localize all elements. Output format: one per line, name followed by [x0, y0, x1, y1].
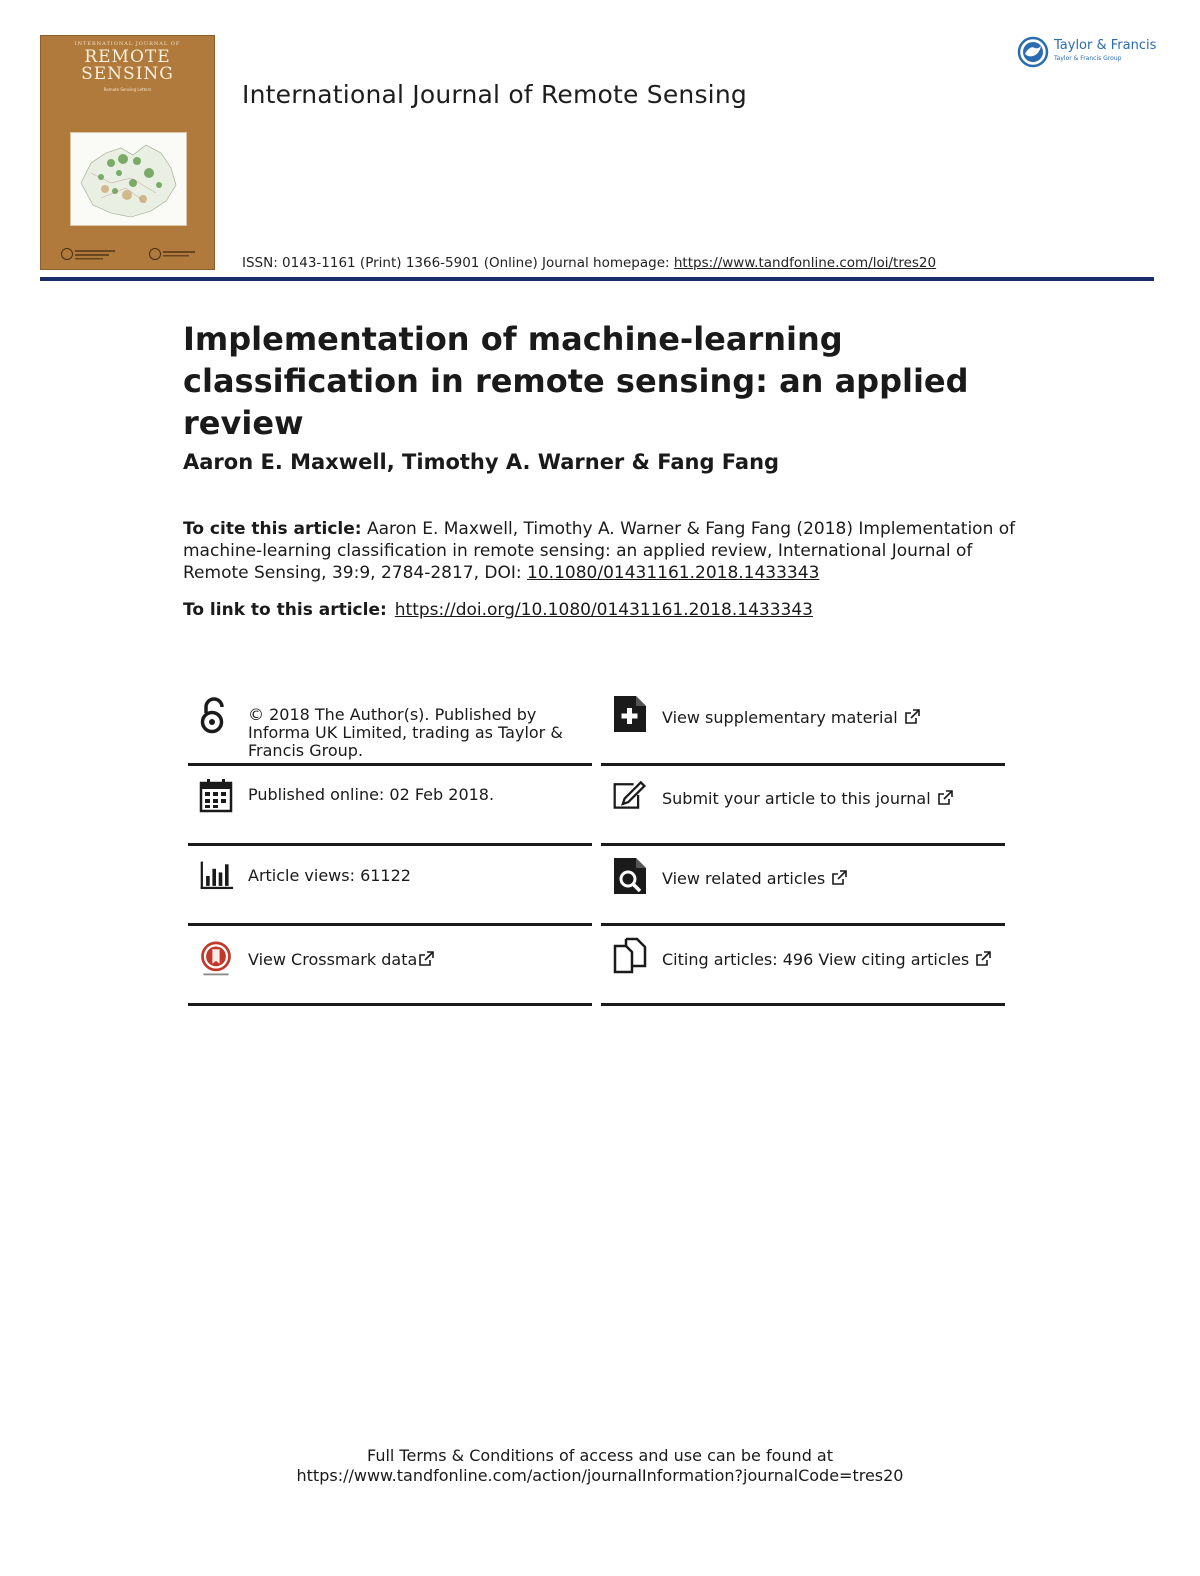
citing-articles-link[interactable]: [662, 951, 991, 969]
terms-link[interactable]: https://www.tandfonline.com/action/journalInformation?journalCode=tres20: [296, 1466, 904, 1485]
terms-line1: Full Terms & Conditions of access and use can be found at: [366, 1446, 834, 1465]
cell-divider: [188, 1003, 592, 1006]
calendar-icon: [198, 776, 234, 816]
external-link-icon: [975, 951, 991, 967]
crossmark-link[interactable]: [248, 951, 434, 969]
add-file-icon: [612, 694, 648, 734]
cover-title: [40, 49, 215, 83]
open-access-icon: [196, 696, 232, 736]
cell-divider: [601, 1003, 1005, 1006]
article-authors: Aaron E. Maxwell, Timothy A. Warner & Fang Fang: [183, 450, 780, 474]
cell-divider: [188, 843, 592, 846]
copy-documents-icon: [612, 936, 648, 976]
cell-divider: [601, 843, 1005, 846]
article-doi-link[interactable]: https://doi.org/10.1080/01431161.2018.1433343: [394, 600, 813, 620]
journal-homepage-link[interactable]: https://www.tandfonline.com/loi/tres20: [673, 255, 937, 271]
submit-article-link[interactable]: [662, 790, 953, 808]
article-link-row: [183, 600, 813, 620]
cell-divider: [188, 923, 592, 926]
citation-block: [183, 518, 1023, 584]
external-link-icon: [937, 790, 953, 806]
cell-divider: [601, 923, 1005, 926]
bar-chart-icon: [198, 856, 234, 896]
external-link-icon: [904, 709, 920, 725]
submit-label: Submit your article to this journal: [662, 789, 931, 808]
cite-doi-link[interactable]: 10.1080/01431161.2018.1433343: [527, 563, 820, 583]
edit-icon: [612, 775, 648, 815]
citing-label: Citing articles: 496 View citing articles: [662, 950, 970, 969]
cover-top-line: INTERNATIONAL JOURNAL OF: [74, 41, 181, 47]
published-date: Published online: 02 Feb 2018.: [248, 785, 495, 804]
search-document-icon: [612, 856, 648, 896]
cover-publisher-logo: [148, 247, 203, 261]
supplementary-label: View supplementary material: [662, 708, 898, 727]
related-articles-link[interactable]: [662, 870, 847, 888]
cell-divider: [188, 763, 592, 766]
journal-title: International Journal of Remote Sensing: [242, 80, 747, 109]
issn-line: [242, 255, 936, 271]
external-link-icon: [418, 951, 434, 967]
article-title: Implementation of machine-learning classification in remote sensing: an applied review: [183, 320, 969, 442]
article-views: Article views: 61122: [248, 866, 411, 885]
journal-cover: [40, 35, 215, 270]
issn-text: ISSN: 0143-1161 (Print) 1366-5901 (Online) Journal homepage:: [242, 255, 674, 271]
cover-society-logo: [60, 247, 120, 261]
crossmark-icon: [198, 940, 234, 980]
link-label: To link to this article:: [183, 600, 387, 620]
cite-label: To cite this article:: [183, 519, 362, 539]
publisher-tagline: Taylor & Francis Group: [1054, 55, 1122, 62]
header-rule: [40, 277, 1154, 281]
publisher-name: Taylor & Francis: [1054, 38, 1157, 53]
cover-title-line1: REMOTE: [84, 47, 171, 67]
terms-footer: [0, 1446, 1200, 1486]
cover-subtitle: Remote Sensing Letters: [103, 87, 152, 92]
license-text: © 2018 The Author(s). Published by Informa UK Limited, trading as Taylor & Francis Group.: [248, 705, 563, 760]
crossmark-label: View Crossmark data: [248, 950, 418, 969]
supplementary-link[interactable]: [662, 709, 920, 727]
related-label: View related articles: [662, 869, 826, 888]
external-link-icon: [831, 870, 847, 886]
cell-divider: [601, 763, 1005, 766]
cite-text: Aaron E. Maxwell, Timothy A. Warner & Fang Fang (2018) Implementation of machine-learning classification in remote sensing: an applied review, International Journal of Remote Sensing, 39:9, 2784-2817, DOI:: [183, 519, 1016, 583]
cover-title-line2: SENSING: [81, 64, 174, 84]
cover-map-image: [70, 132, 187, 226]
